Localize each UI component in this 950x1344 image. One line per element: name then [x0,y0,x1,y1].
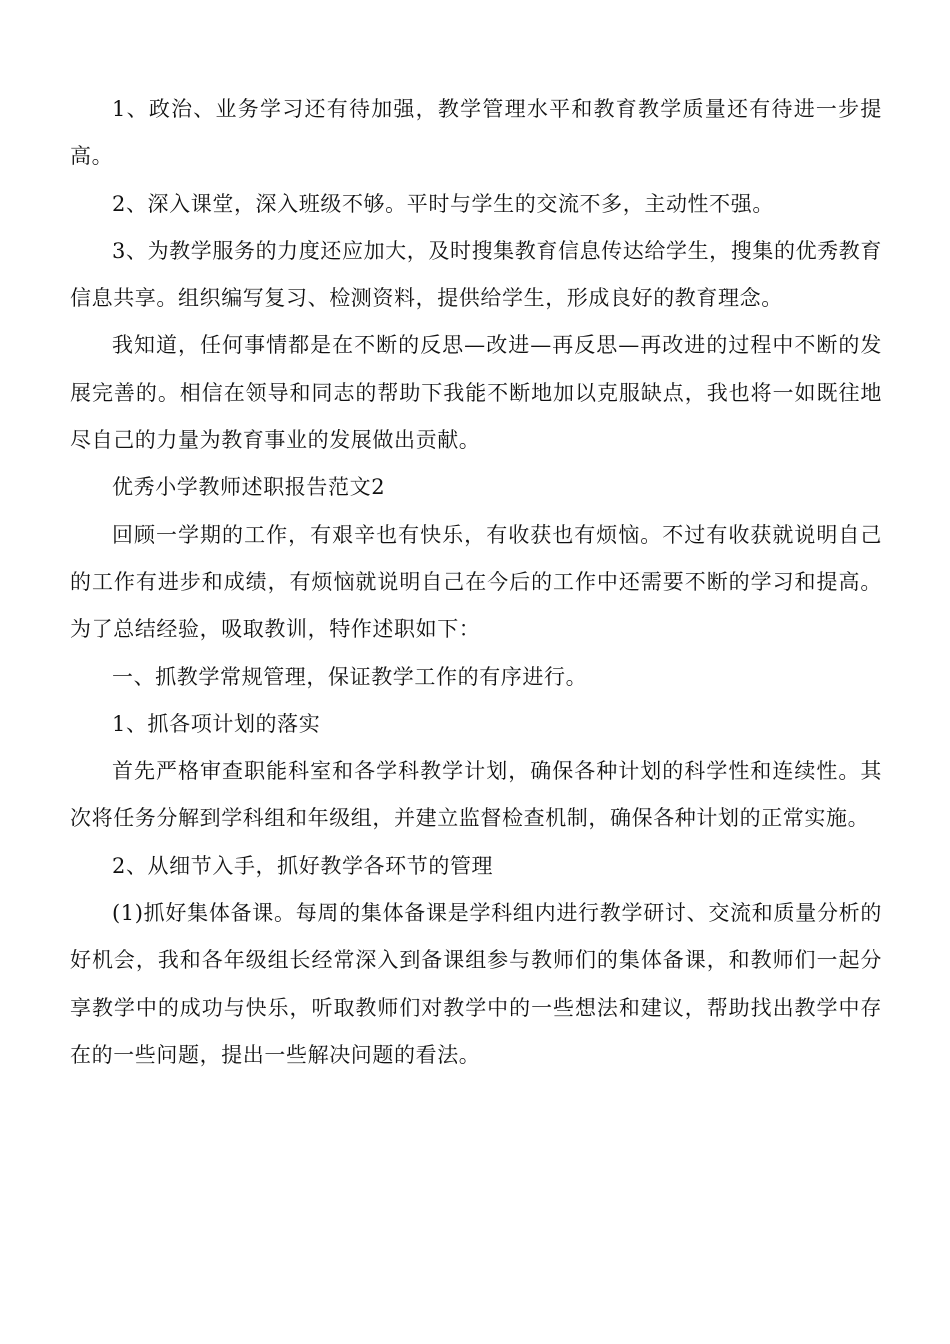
paragraph-plan-review: 首先严格审查职能科室和各学科教学计划，确保各种计划的科学性和连续性。其次将任务分解到学科组和年级组，并建立监督检查机制，确保各种计划的正常实施。 [70,759,882,831]
paragraph-weakness-service: 3、为教学服务的力度还应加大，及时搜集教育信息传达给学生，搜集的优秀教育信息共享。组织编写复习、检测资料，提供给学生，形成良好的教育理念。 [70,238,882,311]
paragraph-weakness-classroom: 2、深入课堂，深入班级不够。平时与学生的交流不多，主动性不强。 [112,191,774,216]
document-page [70,86,882,1079]
section-title: 优秀小学教师述职报告范文2 [112,475,386,500]
subheading-plan-implementation: 1、抓各项计划的落实 [112,711,321,736]
paragraph-weakness-study: 1、政治、业务学习还有待加强，教学管理水平和教育教学质量还有待进一步提高。 [70,97,882,169]
heading-routine-management: 一、抓教学常规管理，保证教学工作的有序进行。 [112,664,588,689]
paragraph-review: 回顾一学期的工作，有艰辛也有快乐，有收获也有烦恼。不过有收获就说明自己的工作有进步和成绩，有烦恼就说明自己在今后的工作中还需要不断的学习和提高。为了总结经验，吸取教训，特作述职如下： [70,522,882,642]
paragraph-collective-lesson-prep: (1)抓好集体备课。每周的集体备课是学科组内进行教学研讨、交流和质量分析的好机会，我和各年级组长经常深入到备课组参与教师们的集体备课，和教师们一起分享教学中的成功与快乐，听取教师们对教学中的一些想法和建议，帮助找出教学中存在的一些问题，提出一些解决问题的看法。 [70,901,882,1067]
subheading-detail-management: 2、从细节入手，抓好教学各环节的管理 [112,853,494,878]
paragraph-reflection: 我知道，任何事情都是在不断的反思—改进—再反思—再改进的过程中不断的发展完善的。相信在领导和同志的帮助下我能不断地加以克服缺点，我也将一如既往地尽自己的力量为教育事业的发展做出贡献。 [70,333,882,453]
